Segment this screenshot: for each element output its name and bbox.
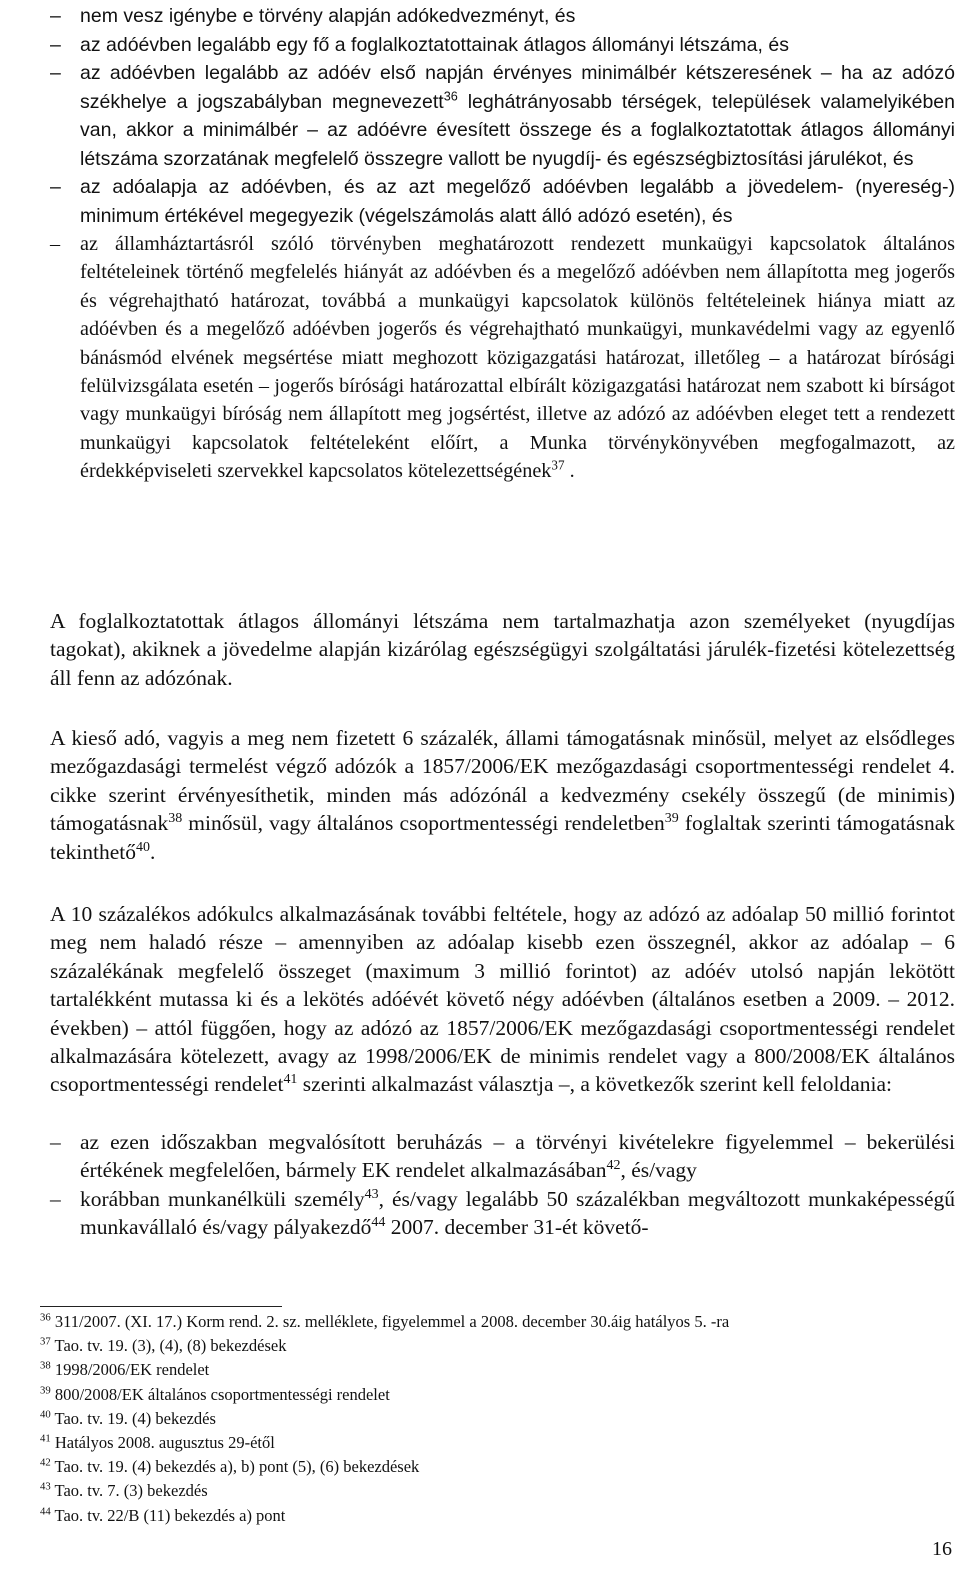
footnote-number: 42 bbox=[40, 1456, 51, 1469]
dash-bullet: – bbox=[50, 5, 61, 27]
footnote-ref[interactable]: 39 bbox=[664, 811, 679, 827]
list-item-text: leghátrányosabb térségek, települések valamelyikében van, akkor a minimálbér – az adóévre évesített összege és a foglalkoztatottak átlagos állományi létszáma szorzatának megfelelő összegre vallott be nyugdíj- és egészségbiztosítási járulékot, és bbox=[80, 90, 955, 170]
list-item-text: korábban munkanélküli személy bbox=[80, 1186, 365, 1211]
dash-bullet: – bbox=[50, 1186, 61, 1211]
footnote-text: 1998/2006/EK rendelet bbox=[54, 1360, 210, 1380]
footnote-text: 311/2007. (XI. 17.) Korm rend. 2. sz. melléklete, figyelemmel a 2008. december 30.áig hatályos 5. -ra bbox=[54, 1312, 730, 1331]
list-item-text: az adóalapja az adóévben, és az azt megelőző adóévben legalább a jövedelem- (nyereség-) minimum értékével megegyezik (végelszámolás alatt álló adózó esetén), és bbox=[80, 176, 955, 227]
footnote-number: 38 bbox=[40, 1359, 51, 1372]
footnote-separator bbox=[40, 1306, 282, 1307]
dash-bullet: – bbox=[50, 62, 61, 84]
list-item-text: nem vesz igénybe e törvény alapján adókedvezményt, és bbox=[80, 5, 576, 27]
footnotes bbox=[40, 1310, 940, 1528]
footnote-ref[interactable]: 41 bbox=[283, 1072, 298, 1088]
footnote bbox=[40, 1504, 940, 1528]
paragraph-text: . bbox=[149, 839, 156, 864]
list-item bbox=[50, 59, 955, 173]
conditions-list bbox=[50, 2, 955, 486]
list-item-text: 2007. december 31-ét követő- bbox=[385, 1215, 649, 1240]
footnote-number: 40 bbox=[40, 1408, 51, 1421]
footnote-ref[interactable]: 42 bbox=[606, 1158, 621, 1174]
footnote-number: 37 bbox=[40, 1335, 51, 1348]
footnote-text: Tao. tv. 19. (4) bekezdés a), b) pont (5), (6) bekezdések bbox=[54, 1457, 420, 1477]
footnote-ref[interactable]: 36 bbox=[443, 89, 458, 103]
list-item bbox=[50, 173, 955, 230]
footnote-ref[interactable]: 43 bbox=[364, 1186, 379, 1202]
list-item bbox=[50, 1128, 955, 1185]
footnote-number: 39 bbox=[40, 1384, 51, 1397]
release-list bbox=[50, 1128, 955, 1242]
footnote-number: 44 bbox=[40, 1505, 51, 1518]
footnote-ref[interactable]: 40 bbox=[135, 839, 150, 855]
footnote bbox=[40, 1358, 940, 1382]
paragraph-text: A kieső adó, vagyis a meg nem fizetett 6 százalék, állami támogatásnak minősül, melyet az elsődleges mezőgazdasági termelést végző adózók a 1857/2006/EK mezőgazdasági csoportmentességi rendelet 4. cikke szerint érvényesíthetik, minden más adózónál a kedvezmény csekély összegű (de minimis) támogatásnak bbox=[50, 726, 955, 836]
footnote-number: 41 bbox=[40, 1432, 51, 1445]
footnote-text: 800/2008/EK általános csoportmentességi rendelet bbox=[54, 1384, 390, 1404]
paragraph-employees: A foglalkoztatottak átlagos állományi létszáma nem tartalmazhatja azon személyeket (nyugdíjas tagokat), akiknek a jövedelme alapján kizárólag egészségügyi szolgáltatási járulék-fizetési kötelezettség áll fenn az adózónak. bbox=[50, 609, 955, 690]
list-item bbox=[50, 1185, 955, 1242]
footnote-text: Tao. tv. 7. (3) bekezdés bbox=[54, 1481, 208, 1501]
footnote bbox=[40, 1479, 940, 1503]
paragraph-text: foglaltak szerinti támogatásnak tekinthető bbox=[50, 811, 955, 864]
page-number: 16 bbox=[932, 1538, 952, 1560]
footnote-text: Tao. tv. 19. (3), (4), (8) bekezdések bbox=[54, 1336, 287, 1356]
paragraph-text: minősül, vagy általános csoportmentességi rendeletben bbox=[182, 811, 665, 836]
list-item-text: , és/vagy bbox=[620, 1158, 697, 1183]
dash-bullet: – bbox=[50, 1130, 61, 1154]
footnote bbox=[40, 1310, 940, 1334]
paragraph-state-aid bbox=[50, 724, 955, 866]
list-item-text: . bbox=[564, 460, 575, 483]
list-item bbox=[50, 230, 955, 486]
list-item bbox=[50, 31, 955, 60]
footnote bbox=[40, 1407, 940, 1431]
list-item-text: , és/vagy legalább 50 százalékban megváltozott munkaképességű munkavállaló és/vagy pályakezdő bbox=[80, 1186, 955, 1240]
footnote-ref[interactable]: 37 bbox=[551, 457, 565, 473]
footnote-text: Tao. tv. 22/B (11) bekezdés a) pont bbox=[54, 1505, 286, 1525]
footnote-number: 36 bbox=[40, 1311, 51, 1324]
list-item bbox=[50, 2, 955, 31]
dash-bullet: – bbox=[50, 233, 61, 255]
footnote bbox=[40, 1334, 940, 1358]
footnote-text: Hatályos 2008. augusztus 29-étől bbox=[54, 1433, 275, 1453]
footnote bbox=[40, 1431, 940, 1455]
dash-bullet: – bbox=[50, 33, 61, 56]
footnote-text: Tao. tv. 19. (4) bekezdés bbox=[54, 1408, 216, 1428]
list-item-text: az államháztartásról szóló törvényben meghatározott rendezett munkaügyi kapcsolatok általános feltételeinek történő megfelelés hiányát az adóévben és a megelőző adóévben nem állapította meg jogerős és végrehajtható határozat, továbbá a munkaügyi kapcsolatok különös feltételeinek hiánya miatt az adóévben és a megelőző adóévben jogerős és végrehajtható munkaügyi, munkavédelmi vagy az egyenlő bánásmód elvének megsértése miatt meghozott közigazgatási határozat, illetőleg – a határozat bírósági felülvizsgálata esetén – jogerős bírósági határozattal elbírált közigazgatási határozat nem szabott ki bírságot vagy munkaügyi bíróság nem állapított meg jogsértést, illetve az adózó az adóévben eleget tett a rendezett munkaügyi kapcsolatok feltételeként előírt, a Munka törvénykönyvében megfogalmazott, az érdekképviseleti szervekkel kapcsolatos kötelezettségének bbox=[80, 233, 955, 483]
paragraph-text: szerinti alkalmazást választja –, a következők szerint kell feloldania: bbox=[297, 1072, 892, 1097]
footnote bbox=[40, 1383, 940, 1407]
footnote-ref[interactable]: 38 bbox=[168, 811, 183, 827]
footnote-number: 43 bbox=[40, 1480, 51, 1493]
list-item-text: az ezen időszakban megvalósított beruházás – a törvényi kivételekre figyelemmel – bekerülési értékének megfelelően, bármely EK rendelet alkalmazásában bbox=[80, 1130, 955, 1183]
dash-bullet: – bbox=[50, 176, 61, 198]
footnote-ref[interactable]: 44 bbox=[371, 1215, 386, 1231]
paragraph-tax-rate bbox=[50, 900, 955, 1099]
footnote bbox=[40, 1455, 940, 1479]
list-item-text: az adóévben legalább egy fő a foglalkoztatottainak átlagos állományi létszáma, és bbox=[80, 33, 789, 56]
list-item-text: az adóévben legalább az adóév első napján érvényes minimálbér kétszeresének – ha az adózó székhelye a jogszabályban megnevezett bbox=[80, 62, 955, 113]
paragraph-text: A 10 százalékos adókulcs alkalmazásának további feltétele, hogy az adózó az adóalap 50 millió forintot meg nem haladó része – amennyiben az adóalap kisebb ezen összegnél, akkor az adóalap – 6 százalékának megfelelő összeget (maximum 3 millió forintot) az adóév utolsó napján lekötött tartalékként mutassa ki és a lekötés adóévét követő négy adóévben (általános esetben a 2009. – 2012. években) – attól függően, hogy az adózó az 1857/2006/EK mezőgazdasági csoportmentességi rendelet alkalmazására kötelezett, avagy az 1998/2006/EK de minimis rendelet vagy a 800/2008/EK általános csoportmentességi rendelet bbox=[50, 902, 955, 1097]
